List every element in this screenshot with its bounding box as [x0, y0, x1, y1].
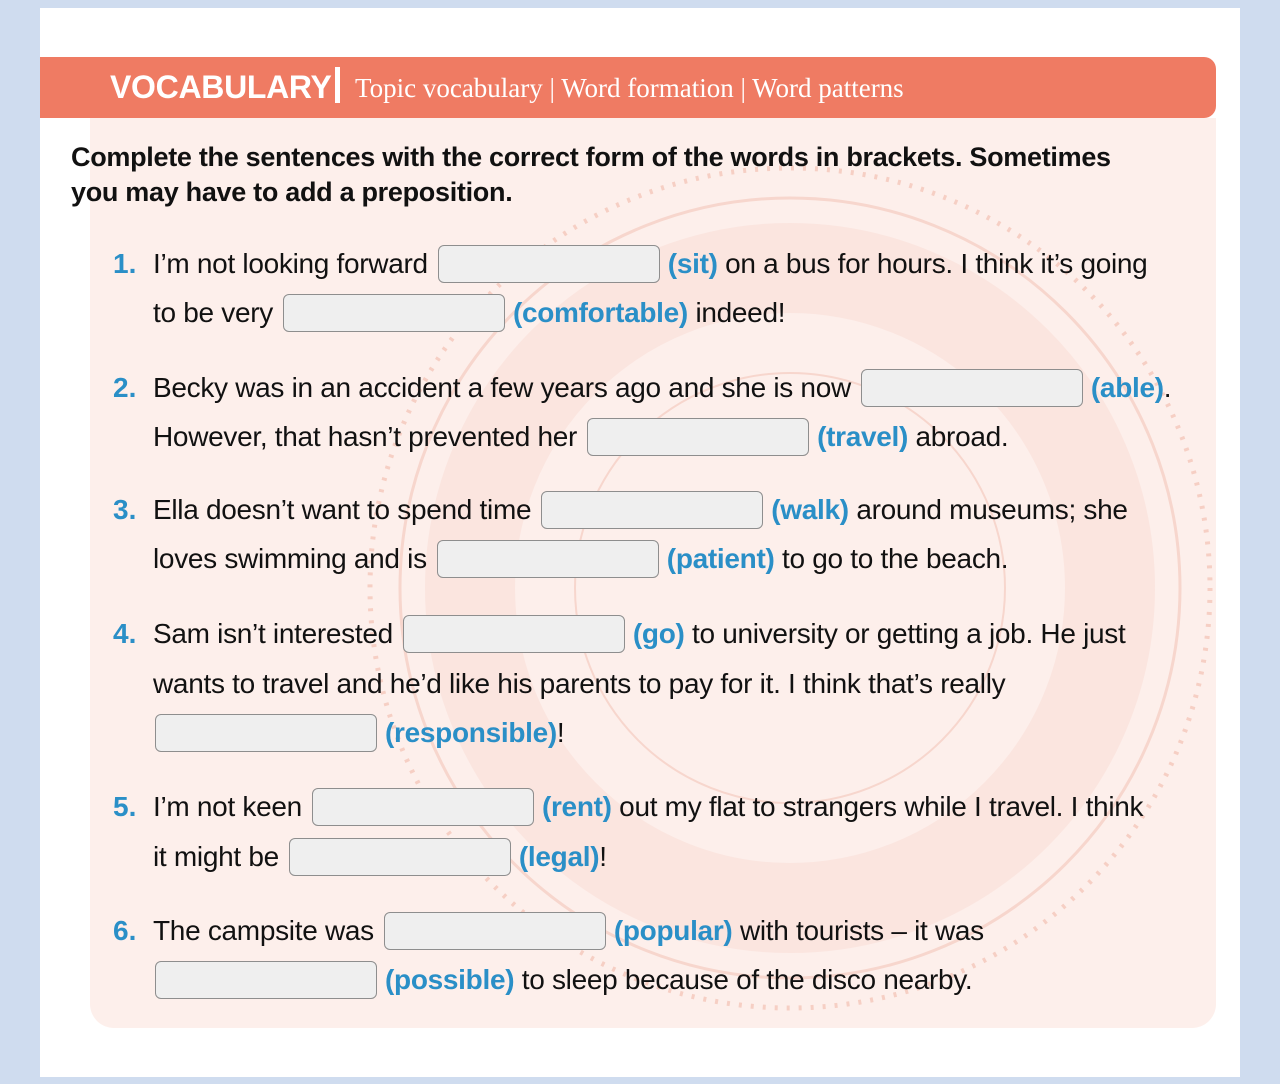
sentence-line [153, 713, 564, 753]
word-hint: (popular) [613, 915, 733, 946]
item-number: 5. [113, 791, 137, 822]
section-header [40, 57, 1216, 118]
sentence-text: with tourists – it was [739, 915, 984, 946]
word-hint: (legal) [518, 841, 600, 872]
header-subtitle: Topic vocabulary | Word formation | Word patterns [355, 73, 904, 103]
sentence-text: I’m not keen [153, 791, 302, 822]
answer-field[interactable] [312, 788, 534, 826]
answer-field[interactable] [155, 714, 377, 752]
word-hint: (patient) [666, 543, 775, 574]
sentence-text: Sam isn’t interested [153, 618, 393, 649]
item-number: 2. [113, 372, 137, 403]
item-number: 3. [113, 494, 137, 525]
word-hint: (comfortable) [512, 297, 688, 328]
word-hint: (travel) [817, 421, 909, 452]
answer-field[interactable] [403, 615, 625, 653]
sentence-text: around museums; she [856, 494, 1128, 525]
sentence-text: wants to travel and he’d like his parents to pay for it. I think that’s really [153, 668, 1006, 699]
sentence-text: to university or getting a job. He just [692, 618, 1126, 649]
sentence-text: . [1163, 372, 1172, 403]
header-divider [335, 67, 340, 103]
answer-field[interactable] [289, 838, 511, 876]
header-title: VOCABULARY [110, 69, 332, 105]
item-number: 1. [113, 248, 137, 279]
word-hint: (possible) [385, 964, 515, 995]
sentence-line [153, 960, 972, 1000]
sentence-line [153, 244, 1147, 284]
sentence-text: to be very [153, 297, 273, 328]
sentence-line [153, 664, 1005, 704]
sentence-line [153, 911, 984, 951]
sentence-text: ! [599, 841, 607, 872]
sentence-text: Ella doesn’t want to spend time [153, 494, 532, 525]
answer-field[interactable] [155, 961, 377, 999]
sentence-line [153, 368, 1171, 408]
sentence-line [153, 417, 1008, 457]
sentence-line [153, 837, 607, 877]
sentence-text: ! [556, 717, 565, 748]
sentence-text: However, that hasn’t prevented her [153, 421, 578, 452]
word-hint: (go) [632, 618, 685, 649]
sentence-line [153, 539, 1008, 579]
sentence-text: loves swimming and is [153, 543, 427, 574]
sentence-line [153, 490, 1128, 530]
word-hint: (walk) [771, 494, 849, 525]
sentence-text: abroad. [915, 421, 1009, 452]
word-hint: (responsible) [385, 717, 557, 748]
instruction-text: Complete the sentences with the correct form of the words in brackets. Sometimes you may have to add a preposition. [71, 142, 1111, 207]
word-hint: (able) [1090, 372, 1164, 403]
sentence-text: The campsite was [153, 915, 374, 946]
sentence-line [153, 293, 785, 333]
item-number: 6. [113, 915, 137, 946]
word-hint: (rent) [541, 791, 612, 822]
answer-field[interactable] [438, 245, 660, 283]
sentence-line [153, 787, 1143, 827]
sentence-line [153, 614, 1125, 654]
sentence-text: it might be [153, 841, 279, 872]
sentence-text: indeed! [695, 297, 786, 328]
answer-field[interactable] [587, 418, 809, 456]
answer-field[interactable] [861, 369, 1083, 407]
answer-field[interactable] [541, 491, 763, 529]
answer-field[interactable] [437, 540, 659, 578]
sentence-text: on a bus for hours. I think it’s going [725, 248, 1148, 279]
sentence-text: out my flat to strangers while I travel. I think [619, 791, 1144, 822]
answer-field[interactable] [384, 912, 606, 950]
sentence-text: I’m not looking forward [153, 248, 428, 279]
sentence-text: to go to the beach. [782, 543, 1009, 574]
answer-field[interactable] [283, 294, 505, 332]
word-hint: (sit) [667, 248, 718, 279]
item-number: 4. [113, 618, 137, 649]
sentence-text: to sleep because of the disco nearby. [521, 964, 973, 995]
sentence-text: Becky was in an accident a few years ago and she is now [153, 372, 851, 403]
